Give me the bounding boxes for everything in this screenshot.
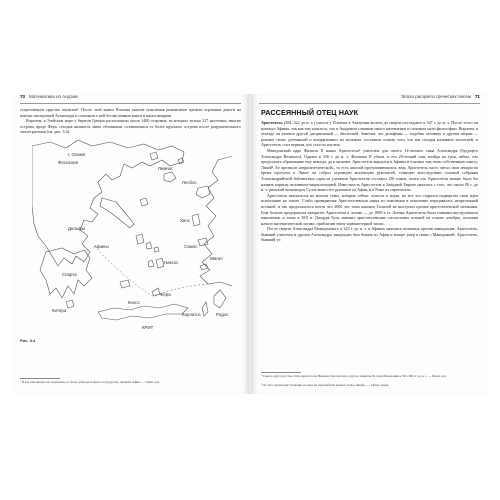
left-running-header — [20, 94, 241, 102]
tinos-island — [146, 242, 152, 249]
right-paragraph-2: Македонский царь Филипп II нанял Аристотеля² учителем для своего 14-летнего сына Александра (будущего Александра Великого). Однако в 336 г. до н. э. Филиппа II убили, и его 20-летний сын, взойдя на трон, забыл, что продолжать образование ему некогда, да и незачем. Аристотель вернулся в Афины и основал там свою собственную школу, Ликей³. Ее прозвали «перипатетической», то есть школой прогуливающихся, ведь Аристотель часто читал свои лекции во время прогулок в Ликее он собрал огромную коллекцию рукописей, ставшую впоследствии основой собрания Александрийской библиотеки; один из учеников Аристотеля составил 150 томов, почти что Аристотеля можно было бы назвать первым человеком-энциклопедией. Известность Аристотеля в Западной Европе началась с того, что около 80 г. до н. э. римский полководец Сулла вывез его рукописи из Афин, и в Риме их переписали. — [261, 147, 478, 193]
map-label-delphi: Дельфы — [68, 226, 85, 231]
map-label-naxos: Наксос — [164, 260, 179, 265]
map-label-lemnos: Лемнос — [158, 166, 174, 171]
section-title: РАССЕЯННЫЙ ОТЕЦ НАУК — [261, 108, 359, 117]
left-page — [12, 94, 249, 394]
skyros-island — [140, 198, 148, 206]
right-running-header — [259, 94, 480, 102]
map-label-chios: Хиос — [180, 218, 191, 223]
map-label-thera: Фера — [160, 292, 171, 297]
map-label-rhodes: Родос — [216, 312, 229, 317]
paros-island — [148, 260, 154, 267]
thasos-island — [150, 152, 158, 160]
right-header-rule — [259, 103, 480, 104]
andros-island — [136, 234, 144, 244]
right-body-text — [261, 120, 478, 243]
lemnos-island — [164, 172, 176, 182]
euboea-island — [100, 198, 134, 228]
right-paragraph-1 — [261, 120, 478, 148]
map-label-crete: КРИТ — [142, 325, 154, 330]
right-paragraph-1-text: (384–322 до н. э.) учился у Платона в Академии вплоть до смерти последнего в 347 г. до н. э. После этого он покинул Афины, так как ему казалось, что в Академии слишком много математики и слишком мало философии. Впрочем, в отъезде он увлекся другой дисциплиной — биологией. Заметки, что дельфины — подобно человеку и другим зверям — рожают своих детенышей и вскармливают их молоком, составили основу того, что мы сегодня называем зоологией, и Аристотель стал первым, кто стал их изучать. — [261, 120, 479, 148]
left-page-number: 70 — [20, 94, 26, 99]
map-label-sparta: Спарта — [62, 272, 77, 277]
map-label-miletus: Милет — [210, 256, 223, 261]
book-spread — [12, 94, 488, 394]
karpathos-island — [202, 302, 208, 316]
right-footnote-rule — [261, 372, 301, 373]
aegean-map — [32, 136, 232, 332]
milos-island — [120, 280, 130, 288]
map-label-samos: Самос — [184, 244, 198, 249]
route-dashed-line — [94, 246, 208, 296]
right-page-number: 71 — [474, 94, 480, 99]
left-header-rule — [20, 103, 241, 104]
rhodes-island — [214, 290, 226, 308]
map-label-mount-olympus: г. Олимп — [68, 152, 86, 157]
right-running-head: Эпоха расцвета греческих писем — [400, 94, 472, 99]
left-paragraph-2: Впрочем, в Эгейском море у берегов Греции расположено около 1400 островов, из которых только 227 населены; многие острова, вроде Фера, сегодня являются лишь обломками, оставшимися от более крупного острова после разрушительного землетрясения (см. рис. 3.4). — [20, 118, 241, 135]
right-page — [251, 94, 488, 394]
map-label-thessaly: Фессалия — [58, 160, 79, 165]
map-label-kythera: Китера — [52, 308, 67, 313]
right-paragraph-3: Аристотель высказался на многие темы, которые сейчас относят к науке, но все это старался подвергать свои идеи испытанию на опыте. Слабо проверяемая Аристотелевская наука из поколения в поколение передавалась непреложной истиной, и так продолжалось почти что 2000 лет, пока наконец Галилей не выступил против аристотелевской механики. Еще больше продержался авторитет Аристотеля в логике — до 1800-х гг. Логика Аристотеля была главным инструментом мышления, и лишь в XIX в. Джордж Буль заменил аристотелевские силлогизмы логикой на основе алгебры, положив начало математической логике, приблизив эпоху компьютерной эпохи. — [261, 192, 478, 226]
map-label-karpathos: Карпатос — [182, 312, 201, 317]
left-body-text — [20, 107, 241, 135]
mykonos-island — [154, 247, 159, 252]
map-label-athens: Афины — [94, 244, 109, 249]
right-footnote-1: ² Самого друга детства. Отец Аристотеля Никомах был врачом в другом Аминты III, царя Македонии в 393–369 гг. до н. э. — Прим. ред. — [261, 374, 447, 378]
asia-minor-coast — [200, 156, 232, 286]
map-label-knossos: Кносс — [128, 300, 140, 305]
left-footnote: ¹ И как нам интересно переменно от более добродетельного государства, Древних Афин. — Прим. ред. — [20, 380, 160, 384]
left-footnote-rule — [20, 378, 60, 379]
right-footnote-2: ³ От него происходит название во многих европейских языках слова «лицей». — Прим. перев. — [261, 383, 389, 387]
naxos-island — [156, 258, 164, 268]
map-label-lesbos: Лесбос — [182, 180, 197, 185]
right-paragraph-4: После смерти Александра Македонского в 323 г. до н. э. в Афинах начались волнения против македонцев. Аристотель, бывший учителем и другом Александра, вынужден был бежать из Афин и вскоре умер в связи с Македонией. Аристотель, бывший уч — [261, 226, 478, 243]
lead-name: Аристотель — [261, 120, 283, 125]
chios-island — [192, 214, 200, 226]
crete-island — [98, 304, 188, 320]
left-paragraph-1: тущественное царство атлантов¹. После этой книги Платона многие поколения романтиков тратили огромные деньги на поиски затонувшей Атлантиды и сочиняли о ней бесчисленные книги и киносценарии. — [20, 107, 241, 118]
figure-caption: Рис. 3.4 — [20, 338, 36, 343]
left-running-head: Математика из Андзии — [28, 94, 78, 99]
kythera-island — [66, 300, 74, 308]
